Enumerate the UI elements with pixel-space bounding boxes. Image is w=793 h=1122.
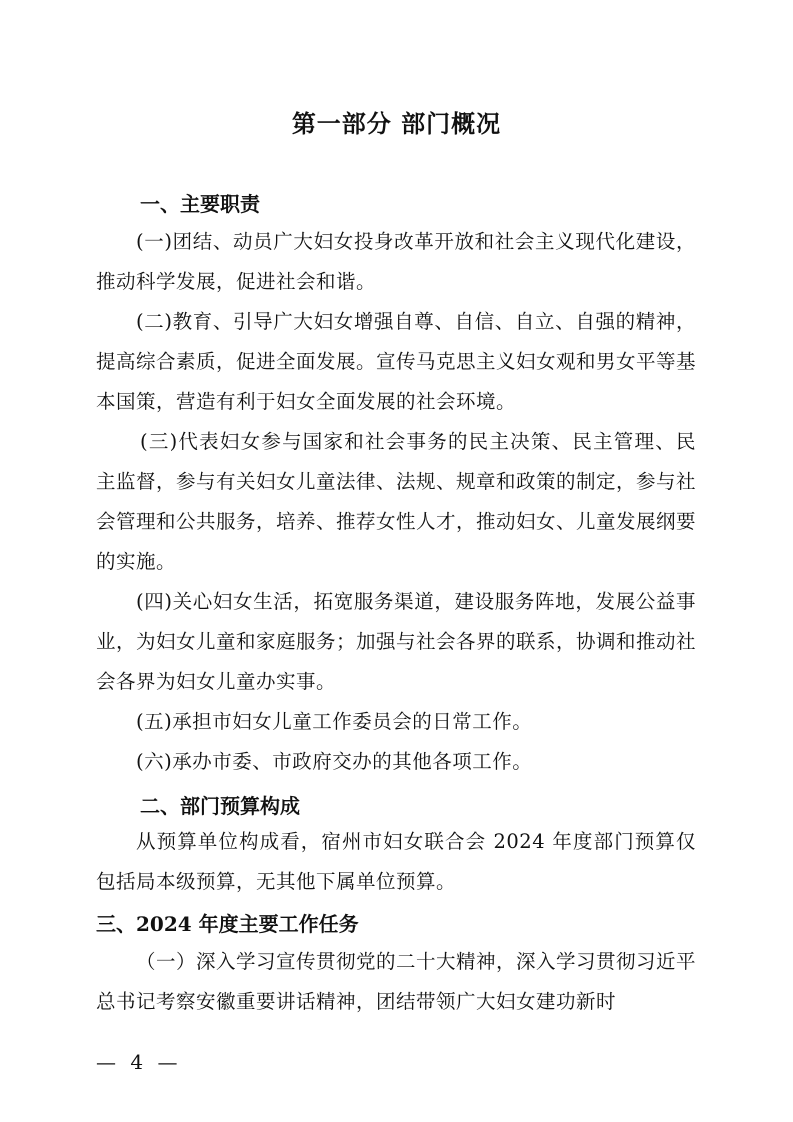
section-heading-main-duties: 一、主要职责 bbox=[140, 192, 260, 216]
page-number: — 4 — bbox=[96, 1050, 182, 1074]
paragraph-budget-composition: 从预算单位构成看，宿州市妇女联合会 2024 年度部门预算仅包括局本级预算，无其他下属单位预算。 bbox=[96, 830, 696, 893]
paragraph-duty-3: (三)代表妇女参与国家和社会事务的民主决策、民主管理、民主监督，参与有关妇女儿童法律、法规、规章和政策的制定，参与社会管理和公共服务，培养、推荐女性人才，推动妇女、儿童发展纲要的实施。 bbox=[96, 430, 697, 573]
section-heading-main-tasks: 三、2024 年度主要工作任务 bbox=[96, 912, 359, 936]
paragraph-duty-1: (一)团结、动员广大妇女投身改革开放和社会主义现代化建设，推动科学发展，促进社会和谐。 bbox=[96, 230, 696, 293]
paragraph-duty-6: (六)承办市委、市政府交办的其他各项工作。 bbox=[136, 750, 533, 773]
paragraph-task-1: （一）深入学习宣传贯彻党的二十大精神，深入学习贯彻习近平总书记考察安徽重要讲话精神，团结带领广大妇女建功新时 bbox=[96, 950, 697, 1013]
page-title: 第一部分 部门概况 bbox=[291, 109, 502, 138]
paragraph-duty-2: (二)教育、引导广大妇女增强自尊、自信、自立、自强的精神，提高综合素质，促进全面发展。宣传马克思主义妇女观和男女平等基本国策，营造有利于妇女全面发展的社会环境。 bbox=[96, 310, 697, 413]
paragraph-duty-5: (五)承担市妇女儿童工作委员会的日常工作。 bbox=[136, 710, 533, 733]
paragraph-duty-4: (四)关心妇女生活，拓宽服务渠道，建设服务阵地，发展公益事业，为妇女儿童和家庭服务；加强与社会各界的联系，协调和推动社会各界为妇女儿童办实事。 bbox=[96, 590, 697, 693]
section-heading-budget-composition: 二、部门预算构成 bbox=[140, 794, 300, 818]
